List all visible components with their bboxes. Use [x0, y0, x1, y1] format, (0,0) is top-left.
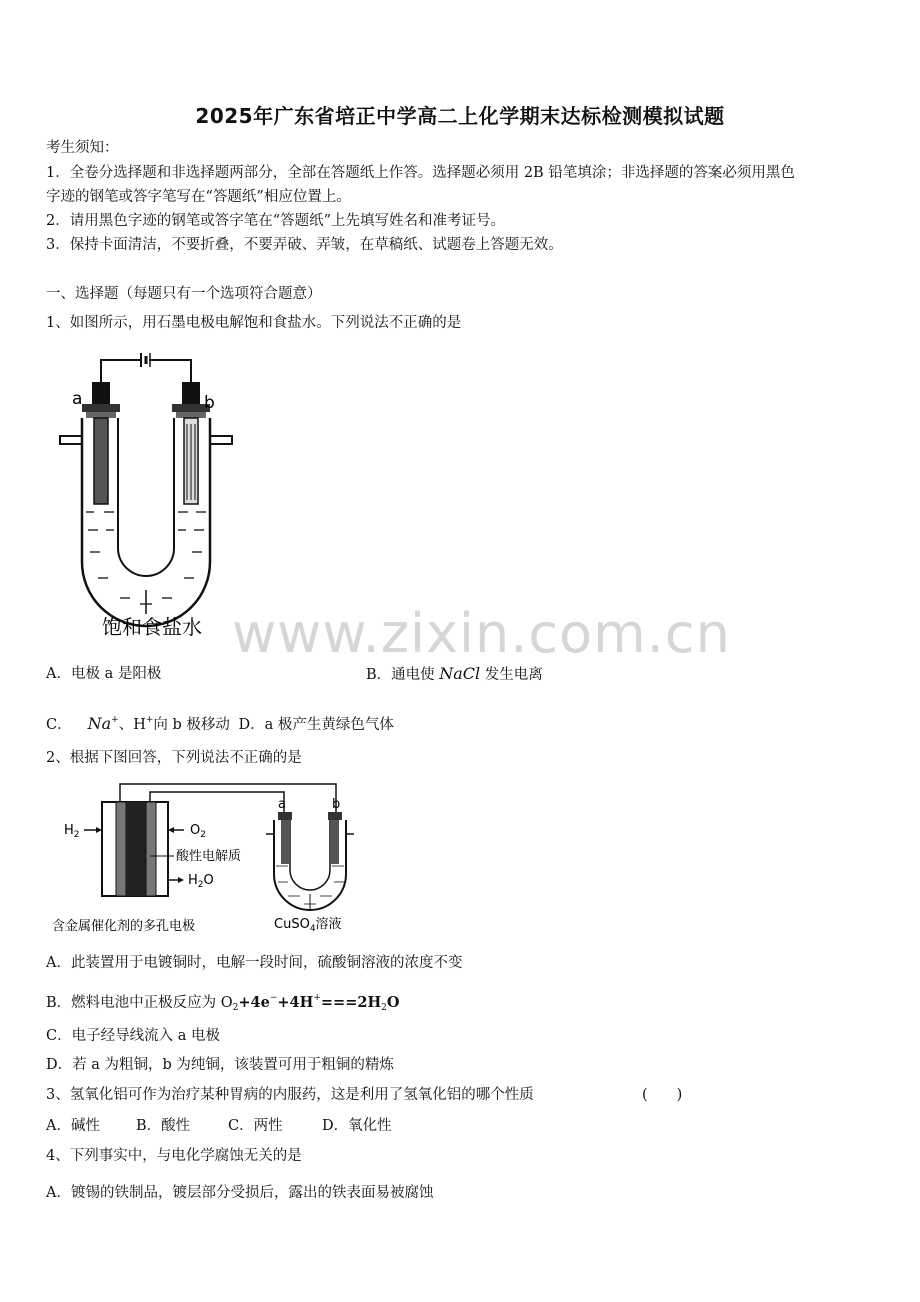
q2-option-b-sub-1: 2: [232, 1003, 239, 1013]
q2-figure-h2: $H_2$: [64, 823, 80, 840]
q1-option-b-text: 发生电离: [484, 667, 543, 683]
section-heading: 一、选择题（每题只有一个选项符合题意）: [46, 286, 322, 302]
notice-item-1-cont: 字迹的钢笔或答字笔写在“答题纸”相应位置上。: [46, 189, 351, 205]
q2-option-b-sup-2: +: [313, 993, 321, 1003]
q1-option-d: D．a 极产生黄绿色气体: [238, 717, 394, 733]
notice-item-2: 2．请用黑色字迹的钢笔或答字笔在“答题纸”上先填写姓名和准考证号。: [46, 213, 506, 229]
q2-option-b-text: B．燃料电池中正极反应为 O: [46, 995, 233, 1011]
q2-option-a: A．此装置用于电镀铜时，电解一段时间，硫酸铜溶液的浓度不变: [46, 955, 463, 971]
q2-option-b-sup-1: −: [269, 993, 278, 1003]
q3-option-a: A．碱性: [46, 1118, 100, 1134]
q1-option-c-charge-1: +: [111, 715, 119, 725]
q2-option-b-e: +4e: [238, 994, 270, 1011]
q1-option-c-label: C．: [46, 717, 72, 733]
q2-option-b: [46, 988, 400, 1018]
q2-figure-electrode-caption: 含金属催化剂的多孔电极: [52, 919, 196, 934]
q1-option-c-charge-2: +: [145, 715, 154, 725]
q2-option-b-o: O: [386, 994, 400, 1011]
q2-option-b-product: ===2H: [320, 994, 382, 1011]
q1-option-c: [46, 710, 394, 735]
q2-figure-cuso4: CuSO$_4$溶液: [274, 917, 342, 934]
notice-item-1: 1．全卷分选择题和非选择题两部分，全部在答题纸上作答。选择题必须用 2B 铅笔填涂；非选择题的答案必须用黑色: [46, 165, 795, 181]
q2-fuel-cell-figure: [50, 782, 370, 940]
q1-option-b-formula: NaCl: [439, 664, 481, 683]
q2-stem: 2、根据下图回答，下列说法不正确的是: [46, 750, 302, 766]
notice-heading: 考生须知：: [46, 140, 119, 156]
q2-figure-o2: $O_2$: [190, 823, 206, 840]
q1-option-c-text: 向 b 极移动: [153, 717, 230, 733]
q2-figure-h2o: $H_2O$: [188, 873, 214, 890]
watermark: www.zixin.com.cn: [232, 602, 731, 665]
q2-option-c: C．电子经导线流入 a 电极: [46, 1028, 220, 1044]
q2-option-d: D．若 a 为粗铜，b 为纯铜，该装置可用于粗铜的精炼: [46, 1057, 394, 1073]
q1-electrolysis-figure: [46, 352, 246, 652]
notice-item-3: 3．保持卡面清洁，不要折叠，不要弄破、弄皱，在草稿纸、试题卷上答题无效。: [46, 237, 563, 253]
q3-stem: 3、氢氧化铝可作为治疗某种胃病的内服药，这是利用了氢氧化铝的哪个性质: [46, 1087, 534, 1103]
q3-option-d: D．氧化性: [322, 1118, 392, 1134]
q1-figure-label-b: b: [204, 393, 215, 413]
q1-option-b-label: B．通电使: [366, 667, 435, 683]
q1-option-b: [366, 664, 543, 685]
q1-option-c-na: Na: [87, 714, 112, 733]
q1-figure-caption: 饱和食盐水: [102, 615, 202, 639]
q1-option-c-h: 、H: [118, 717, 146, 733]
q2-figure-label-b: b: [332, 797, 341, 812]
q1-figure-label-a: a: [72, 389, 83, 409]
q4-option-a: A．镀锡的铁制品，镀层部分受损后，露出的铁表面易被腐蚀: [46, 1185, 434, 1201]
q2-option-b-h: +4H: [277, 994, 314, 1011]
page-title: 2025年广东省培正中学高二上化学期末达标检测模拟试题: [195, 104, 725, 128]
q3-option-b: B．酸性: [136, 1118, 191, 1134]
q2-figure-label-a: a: [278, 797, 286, 812]
q4-stem: 4、下列事实中，与电化学腐蚀无关的是: [46, 1148, 302, 1164]
q3-option-c: C．两性: [228, 1118, 283, 1134]
q3-answer-blank: ( ): [642, 1087, 683, 1103]
q1-option-a: A．电极 a 是阳极: [46, 666, 162, 682]
q2-option-b-sub-2: 2: [381, 1003, 387, 1013]
q1-stem: 1、如图所示，用石墨电极电解饱和食盐水。下列说法不正确的是: [46, 315, 462, 331]
q2-figure-electrolyte: 酸性电解质: [176, 849, 242, 864]
